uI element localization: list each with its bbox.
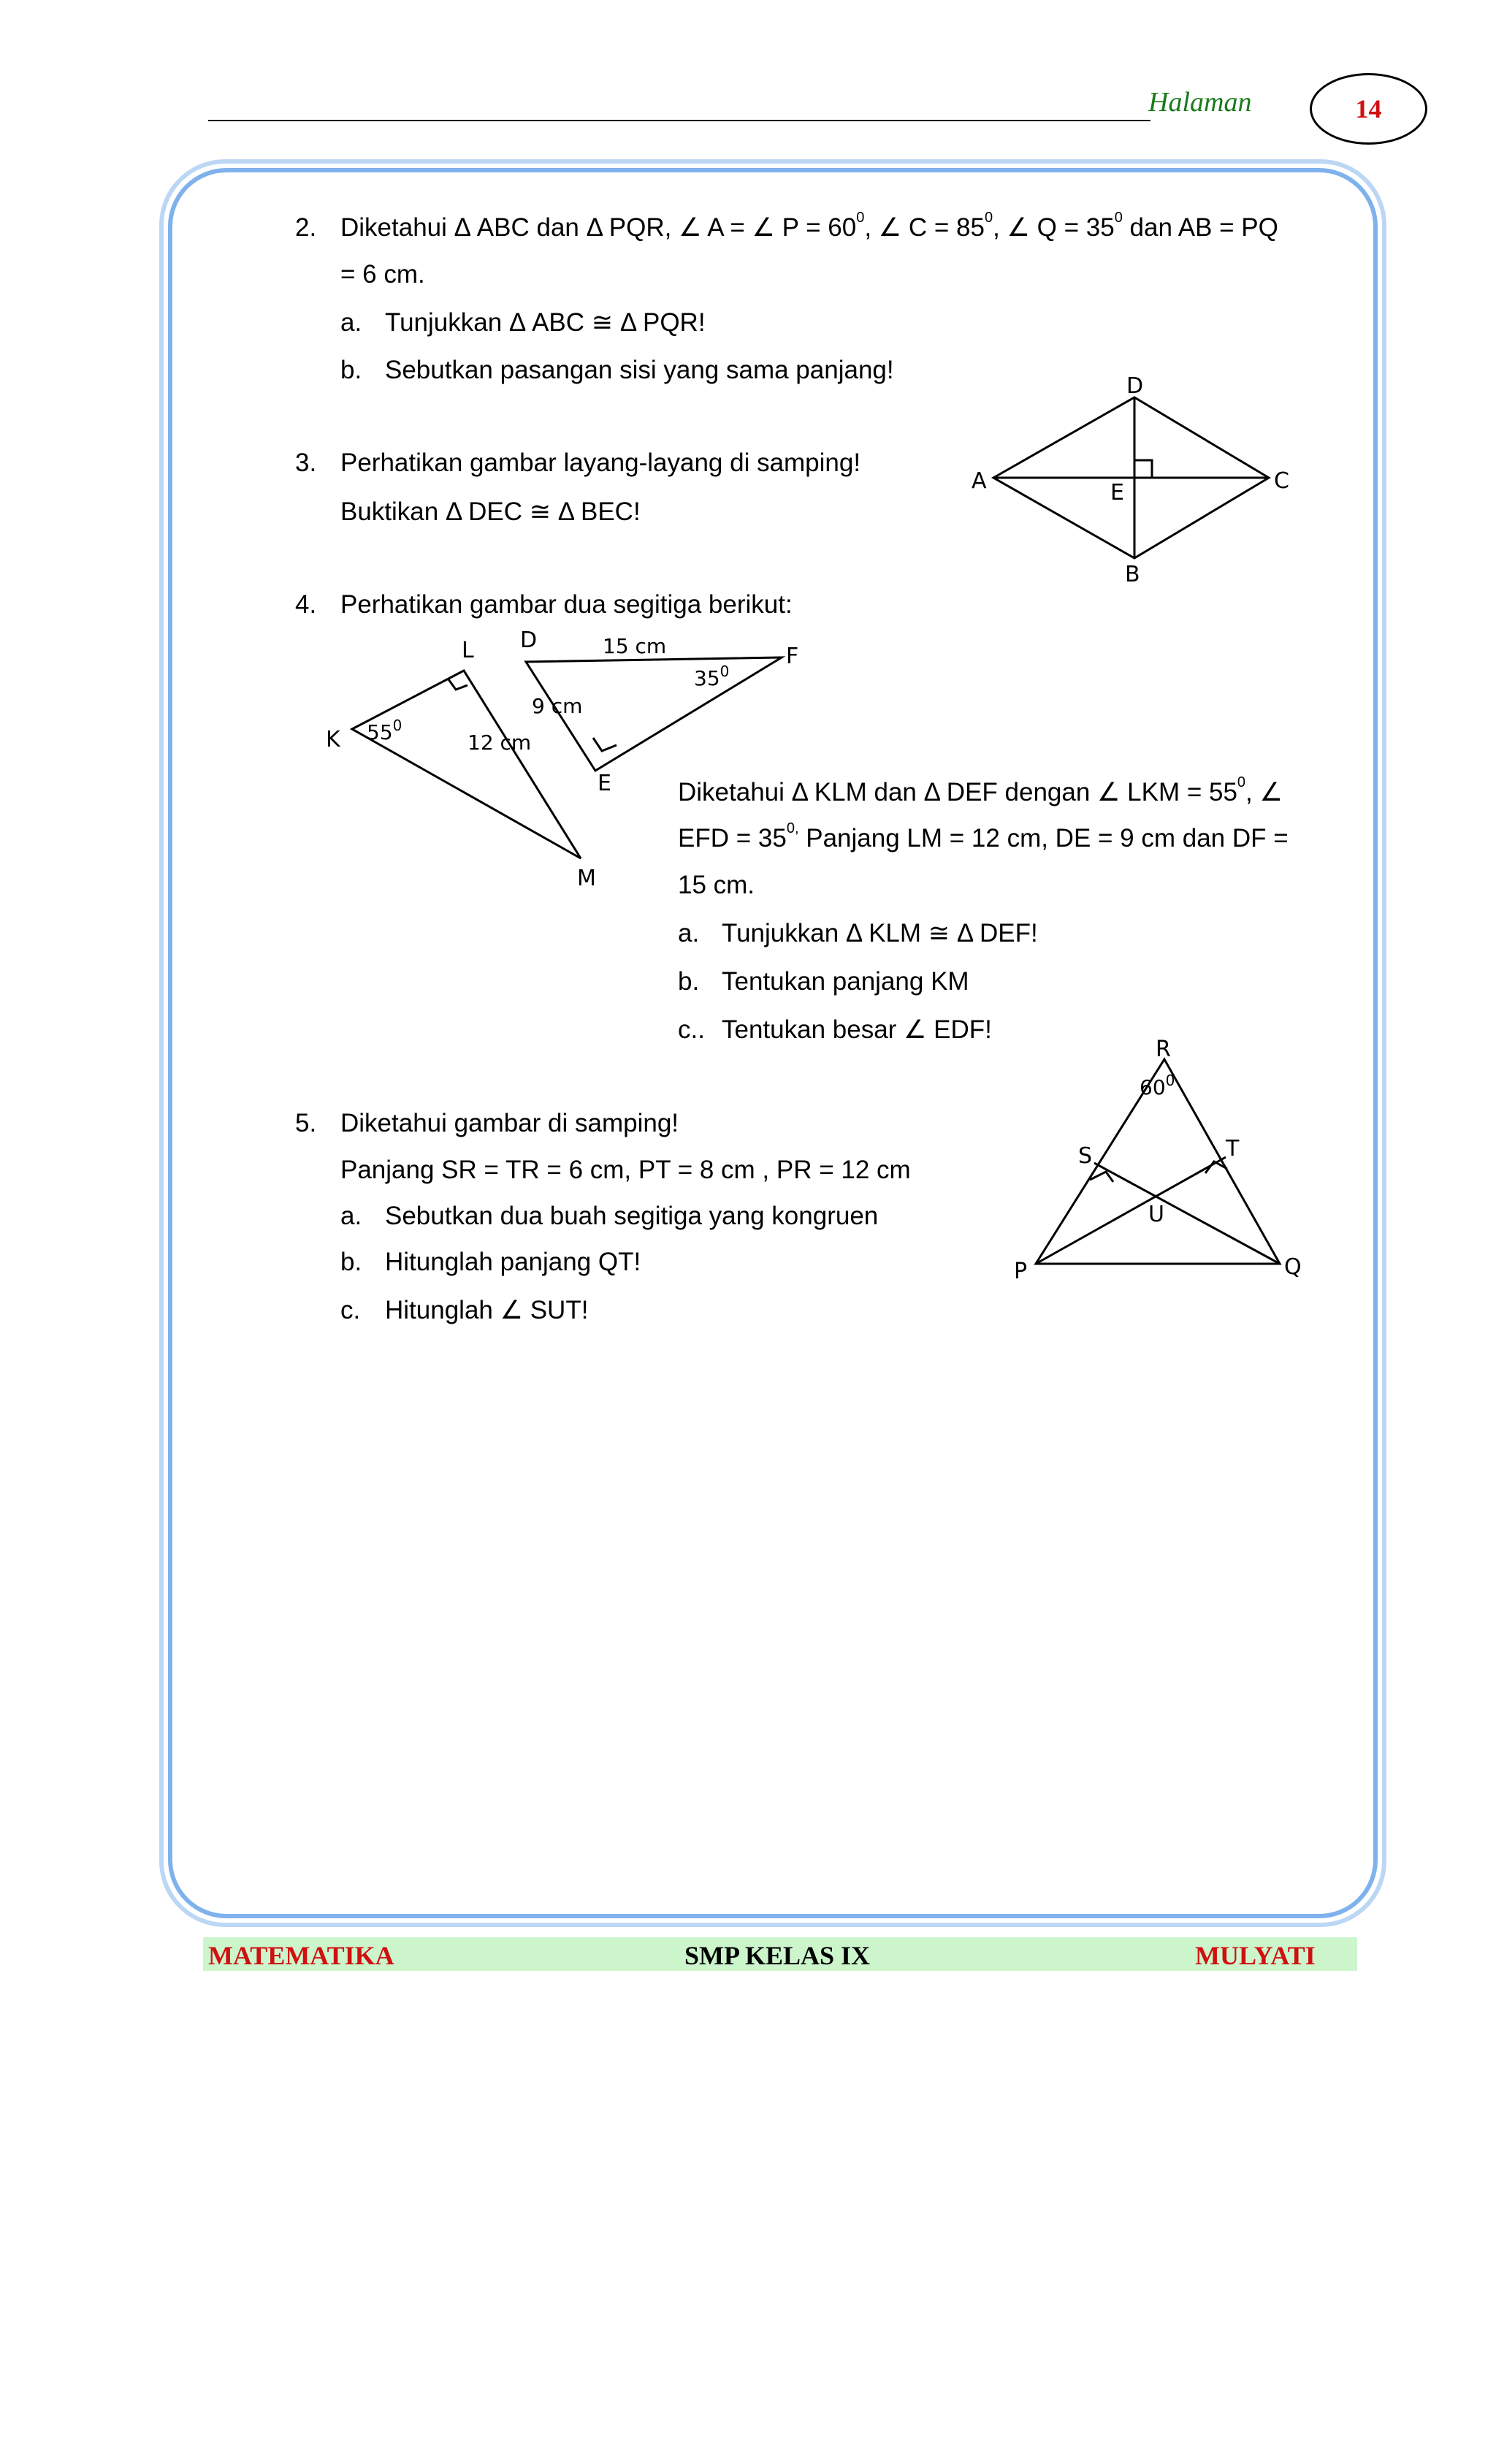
degree-sup: 0: [856, 210, 865, 226]
side-lm-label: 12 cm: [468, 731, 532, 755]
kite-label-e: E: [1110, 480, 1124, 506]
q4-line1: Perhatikan gambar dua segitiga berikut:: [340, 590, 793, 619]
page-number: 14: [1310, 73, 1427, 145]
q4-p1-part: , ∠: [1245, 778, 1283, 806]
kite-label-a: A: [972, 468, 987, 494]
q4-b-text: Tentukan panjang KM: [722, 967, 969, 996]
kite-label-d: D: [1126, 373, 1144, 399]
label-r: R: [1156, 1037, 1171, 1062]
degree-sup: 0,: [786, 820, 799, 837]
label-l: L: [462, 638, 474, 663]
angle-r-label: $60^0$: [1140, 1072, 1175, 1099]
q5-number: 5.: [295, 1109, 317, 1137]
q4-a-label: a.: [678, 919, 700, 947]
footer-author: MULYATI: [1195, 1941, 1316, 1970]
q5-b-text: Hitunglah panjang QT!: [385, 1248, 641, 1276]
label-q: Q: [1284, 1254, 1302, 1280]
q3-line1: Perhatikan gambar layang-layang di samping!: [340, 449, 861, 477]
q4-b-label: b.: [678, 967, 700, 996]
q2-a-label: a.: [340, 308, 362, 337]
q5-c-label: c.: [340, 1296, 361, 1324]
header-rule: [208, 120, 1150, 121]
label-e: E: [598, 771, 611, 796]
q5-line2: Panjang SR = TR = 6 cm, PT = 8 cm , PR = 12 cm: [340, 1156, 911, 1184]
label-p: P: [1014, 1259, 1028, 1284]
right-angle-mark-l: [449, 679, 468, 690]
side-de-label: 9 cm: [532, 694, 583, 718]
right-angle-mark: [1134, 460, 1152, 478]
q4-p2-part: EFD = 35: [678, 824, 787, 853]
label-u: U: [1148, 1202, 1164, 1227]
q4-number: 4.: [295, 590, 317, 619]
q3-line2: Buktikan Δ DEC ≅ Δ BEC!: [340, 497, 641, 526]
q4-paragraph-line1: [678, 774, 1283, 807]
q5-a-text: Sebutkan dua buah segitiga yang kongruen: [385, 1202, 879, 1230]
segment-pt: [1036, 1157, 1226, 1264]
kite-figure: [964, 365, 1300, 599]
q4-paragraph-line3: 15 cm.: [678, 871, 755, 899]
side-df-label: 15 cm: [603, 634, 667, 658]
right-angle-mark-e: [593, 738, 617, 751]
q2-line1-part: dan AB = PQ: [1122, 213, 1278, 242]
degree-sup: 0: [1114, 210, 1123, 226]
q4-p2-part: Panjang LM = 12 cm, DE = 9 cm dan DF =: [798, 824, 1289, 853]
q2-line1: [340, 210, 1278, 243]
label-f: F: [786, 644, 799, 669]
kite-label-c: C: [1274, 468, 1289, 494]
q2-b-label: b.: [340, 356, 362, 384]
label-k: K: [326, 727, 340, 752]
q5-line1: Diketahui gambar di samping!: [340, 1109, 679, 1137]
q4-c-label: c..: [678, 1015, 705, 1044]
q2-line2: = 6 cm.: [340, 260, 425, 289]
triangle-pqr-figure: [1008, 1030, 1315, 1293]
header-label: Halaman: [1148, 87, 1252, 118]
label-m: M: [577, 866, 596, 891]
q4-paragraph-line2: [678, 820, 1289, 853]
kite-label-b: B: [1125, 562, 1140, 587]
degree-sup: 0: [984, 210, 993, 226]
label-d: D: [520, 628, 538, 653]
q2-a-text: Tunjukkan Δ ABC ≅ Δ PQR!: [385, 308, 706, 337]
q5-b-label: b.: [340, 1248, 362, 1276]
q2-line1-part: , ∠ Q = 35: [993, 213, 1115, 242]
q2-line1-part: Diketahui Δ ABC dan Δ PQR, ∠ A = ∠ P = 60: [340, 213, 857, 242]
footer-class: SMP KELAS IX: [684, 1941, 871, 1970]
q2-b-text: Sebutkan pasangan sisi yang sama panjang!: [385, 356, 894, 384]
q4-p1-part: Diketahui Δ KLM dan Δ DEF dengan ∠ LKM = 55: [678, 778, 1237, 806]
degree-sup: 0: [1237, 774, 1246, 791]
q2-line1-part: , ∠ C = 85: [864, 213, 985, 242]
q2-number: 2.: [295, 213, 317, 242]
angle-k-label: $55^0$: [367, 717, 402, 744]
label-t: T: [1226, 1136, 1240, 1162]
q4-c-text: Tentukan besar ∠ EDF!: [722, 1015, 992, 1044]
q3-number: 3.: [295, 449, 317, 477]
angle-f-label: $35^0$: [694, 663, 730, 690]
q5-c-text: Hitunglah ∠ SUT!: [385, 1296, 589, 1324]
footer-subject: MATEMATIKA: [208, 1941, 394, 1970]
q5-a-label: a.: [340, 1202, 362, 1230]
label-s: S: [1078, 1143, 1093, 1169]
q4-a-text: Tunjukkan Δ KLM ≅ Δ DEF!: [722, 919, 1038, 947]
